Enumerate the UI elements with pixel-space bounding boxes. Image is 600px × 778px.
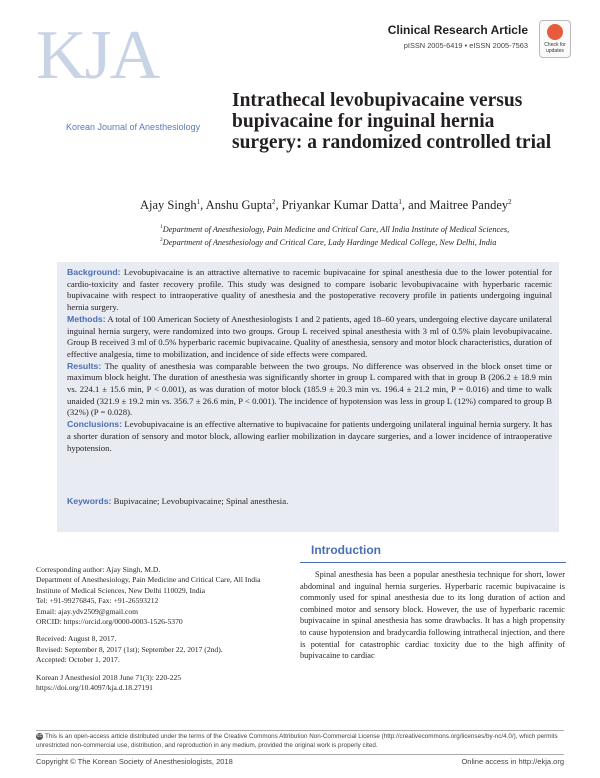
author-sup: 2 bbox=[272, 198, 276, 206]
methods-text: A total of 100 American Society of Anesthesiologists 1 and 2 patients, aged 18–60 years, undergoing elective daycare unilateral inguinal hernia surgery, were randomized into two groups. Group L received spinal anesthesia with 3 ml of 0.5% plain levobupivacaine. Group B received 3 ml of 0.5% hyperbaric racemic bupivacaine. Quality of anesthesia, sensory and motor block characteristics, duration of effective analgesia, time to mobilization, and incidence of side effects were compared. bbox=[67, 313, 552, 359]
author-sup: 2 bbox=[508, 198, 512, 206]
conclusions-label: Conclusions: bbox=[67, 419, 123, 430]
results-text: The quality of anesthesia was comparable between the two groups. No difference was observed in the block onset time or maximum block height. The duration of anesthesia was significantly shorter in group L compared with that in group B (206.2 ± 18.9 min vs. 224.1 ± 15.6 min, P < 0.001), as was duration of motor block (185.9 ± 20.3 min vs. 196.4 ± 21.2 min, P = 0.016) and time to walk unaided (321.9 ± 19.2 min vs. 356.7 ± 26.6 min, P < 0.001). The incidence of hypotension was less in group L (12%) compared to group B (32%) (P = 0.028). bbox=[67, 360, 552, 418]
introduction-heading: Introduction bbox=[311, 543, 381, 557]
corresponding-tel: Tel: +91-99276845, Fax: +91-26593212 bbox=[36, 596, 159, 606]
background-label: Background: bbox=[67, 267, 121, 277]
author-sup: 1 bbox=[196, 198, 201, 206]
accepted-date: Accepted: October 1, 2017. bbox=[36, 655, 120, 665]
received-date: Received: August 8, 2017. bbox=[36, 634, 117, 644]
cc-icon: cc bbox=[37, 733, 42, 739]
corresponding-dept: Department of Anesthesiology, Pain Medicine and Critical Care, All India Institute of Medical Sciences, New Delhi 110029, India bbox=[36, 575, 261, 595]
author-sup: 1 bbox=[398, 198, 402, 206]
keywords-text: Bupivacaine; Levobupivacaine; Spinal anesthesia. bbox=[113, 496, 289, 506]
correspondence-block bbox=[36, 565, 276, 693]
author-name[interactable]: Priyankar Kumar Datta bbox=[281, 198, 399, 213]
copyright: Copyright © The Korean Society of Anesthesiologists, 2018 bbox=[36, 757, 233, 766]
keywords bbox=[67, 496, 552, 506]
results-label: Results: bbox=[67, 360, 102, 371]
check-updates-icon bbox=[547, 24, 563, 40]
author-name[interactable]: Maitree Pandey bbox=[429, 198, 509, 213]
author-name[interactable]: Ajay Singh bbox=[140, 198, 197, 213]
revised-date: Revised: September 8, 2017 (1st); September 22, 2017 (2nd). bbox=[36, 644, 223, 654]
check-for-updates-badge[interactable] bbox=[539, 20, 571, 58]
article-type: Clinical Research Article bbox=[387, 23, 528, 37]
journal-name: Korean Journal of Anesthesiology bbox=[66, 122, 201, 132]
affiliation-text: Department of Anesthesiology and Critical Care, Lady Hardinge Medical College, New Delhi, India bbox=[162, 237, 497, 247]
affiliation bbox=[160, 235, 580, 248]
heading-divider bbox=[300, 562, 566, 563]
abstract-text bbox=[67, 267, 552, 454]
footer-divider bbox=[36, 730, 564, 731]
affiliation-sup: 1 bbox=[160, 224, 163, 230]
journal-logo: KJA bbox=[36, 17, 159, 94]
abstract-methods bbox=[67, 314, 552, 361]
article-title: Intrathecal levobupivacaine versus bupivacaine for inguinal hernia surgery: a randomized controlled trial bbox=[232, 90, 552, 153]
affiliation-text: Department of Anesthesiology, Pain Medicine and Critical Care, All India Institute of Medical Sciences, bbox=[162, 224, 510, 234]
online-access[interactable]: Online access in http://ekja.org bbox=[461, 757, 564, 766]
abstract-conclusions bbox=[67, 419, 552, 454]
keywords-label: Keywords: bbox=[67, 496, 112, 506]
badge-label: Check for updates bbox=[544, 42, 566, 54]
license-text bbox=[36, 733, 571, 751]
license-body: This is an open-access article distributed under the terms of the Creative Commons Attribution Non-Commercial License (http://creativecommons.org/licenses/by-nc/4.0/), which permits unrestricted non-commercial use, distribution, and reproduction in any medium, provided the original work is properly cited. bbox=[36, 733, 558, 749]
corresponding-author: Corresponding author: Ajay Singh, M.D. bbox=[36, 565, 161, 574]
corresponding-orcid[interactable]: ORCID: https://orcid.org/0000-0003-1526-5370 bbox=[36, 617, 183, 627]
affiliations bbox=[160, 222, 580, 248]
abstract-background bbox=[67, 267, 552, 314]
methods-label: Methods: bbox=[67, 313, 106, 324]
author-name[interactable]: Anshu Gupta bbox=[205, 198, 272, 213]
footer-divider bbox=[36, 754, 564, 755]
doi-link[interactable]: https://doi.org/10.4097/kja.d.18.27191 bbox=[36, 683, 153, 693]
author-list: Ajay Singh$^1$, Anshu Gupta$^2$, Priyankar Kumar Datta$^1$, and Maitree Pandey$^2$ bbox=[140, 198, 512, 213]
affiliation-sup: 2 bbox=[160, 236, 163, 243]
citation: Korean J Anesthesiol 2018 June 71(3): 220-225 bbox=[36, 672, 182, 682]
issn: pISSN 2005-6419 • eISSN 2005-7563 bbox=[403, 41, 528, 50]
background-text: Levobupivacaine is an attractive alternative to racemic bupivacaine for spinal anesthesia due to the lower potential for cardio-toxicity and faster recovery profile. This study was designed to compare isobaric levobupivacaine with hyperbaric racemic bupivacaine with respect to intraoperative quality of anesthesia and the postoperative recovery profile in patients undergoing inguinal hernia surgery. bbox=[67, 267, 553, 313]
affiliation bbox=[160, 222, 580, 235]
introduction-text: Spinal anesthesia has been a popular anesthesia technique for short, lower abdominal and inguinal hernia surgeries. Hyperbaric racemic bupivacaine is commonly used for spinal anesthesia due to its long duration of action and combined motor and sensory block. However, the use of hyperbaric racemic bupivacaine in spinal anesthesia has some drawbacks. It has a high propensity to cause hypotension and bradycardia following intrathecal injection, and there is potential for catastrophic cardiac toxicity due to the high affinity of bupivacaine to cardiac bbox=[300, 570, 565, 661]
abstract-results bbox=[67, 361, 552, 420]
conclusions-text: Levobupivacaine is an effective alternative to bupivacaine for patients undergoing unilateral inguinal hernia surgery. It has a shorter duration of sensory and motor block, allowing earlier mobilization in daycare surgeries, and a lower incidence of intraoperative hypotension. bbox=[67, 419, 553, 453]
corresponding-email[interactable]: Email: ajay.ydv2509@gmail.com bbox=[36, 606, 139, 616]
